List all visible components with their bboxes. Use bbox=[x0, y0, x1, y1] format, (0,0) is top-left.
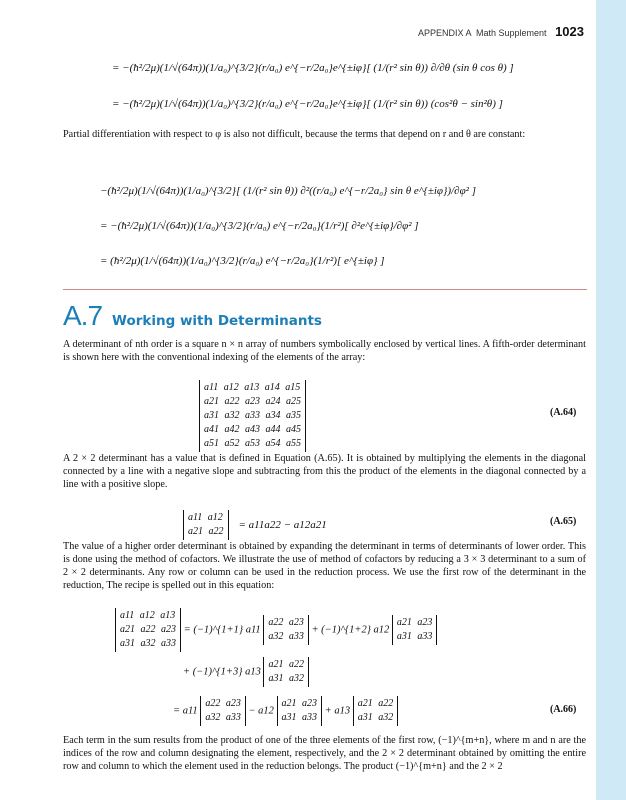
cofactor-row: a21 a22 bbox=[357, 698, 394, 709]
equation-mid-2: = −(ħ²/2μ)(1/√(64π))(1/a₀)^{3/2}(r/a₀) e^{−r/2a₀}(1/r²)[ ∂²e^{±iφ}/∂φ² ] bbox=[100, 220, 419, 232]
section-divider bbox=[63, 289, 587, 290]
cofactor-expansion-line1 bbox=[115, 608, 437, 652]
cofactor-expansion-line2 bbox=[183, 657, 309, 687]
det5-row: a31 a32 a33 a34 a35 bbox=[204, 410, 301, 421]
cofactor-row: a32 a33 bbox=[205, 712, 241, 723]
cofactor-row: a22 a23 bbox=[268, 617, 304, 628]
cofactor-row: a31 a32 bbox=[357, 712, 394, 723]
cofactor-sign-13: + (−1)^{1+3} a13 bbox=[183, 666, 261, 678]
equation-top-2: = −(ħ²/2μ)(1/√(64π))(1/a₀)^{3/2}(r/a₀) e^{−r/2a₀}e^{±iφ}[ (1/(r² sin θ)) (cos²θ − sin²θ) ] bbox=[112, 98, 503, 110]
equation-label-a65: (A.65) bbox=[550, 516, 577, 527]
det3-row: a31 a32 a33 bbox=[120, 638, 176, 649]
section-title: Working with Determinants bbox=[112, 313, 322, 329]
cofactor-row: a21 a22 bbox=[268, 659, 304, 670]
equation-mid-1: −(ħ²/2μ)(1/√(64π))(1/a₀)^{3/2}[ (1/(r² sin θ)) ∂²((r/a₀) e^{−r/2a₀} sin θ e^{±iφ})/∂φ² ] bbox=[100, 185, 476, 197]
determinant-5x5 bbox=[199, 380, 306, 452]
equation-top-1: = −(ħ²/2μ)(1/√(64π))(1/a₀)^{3/2}(r/a₀) e^{−r/2a₀}e^{±iφ}[ (1/(r² sin θ)) ∂/∂θ (sin θ cos θ) ] bbox=[112, 62, 514, 74]
det2-value: = a11a22 − a12a21 bbox=[238, 519, 327, 531]
section-number: A.7 bbox=[63, 300, 103, 331]
cofactor-row: a31 a32 bbox=[268, 673, 304, 684]
cofactor-row: a21 a23 bbox=[396, 617, 433, 628]
appendix-label: APPENDIX A bbox=[417, 28, 471, 38]
det2-row: a21 a22 bbox=[188, 526, 224, 537]
para-final: Each term in the sum results from the product of one of the three elements of the first row, (−1)^{m+n}, where m and n are the indices of the row and column designating the element, respectively, and the 2 × 2 determinant obtained by omitting the entire row and column to which the element used in the reduction belongs. The product (−1)^{m+n} and the 2 × 2 bbox=[63, 735, 586, 772]
determinant-2x2 bbox=[183, 510, 327, 540]
det2-row: a11 a12 bbox=[188, 512, 223, 523]
cofactor-row: a31 a33 bbox=[281, 712, 318, 723]
cofactor-sign-11: = (−1)^{1+1} a11 bbox=[183, 624, 261, 636]
page-number: 1023 bbox=[555, 24, 584, 39]
cofactor-row: a31 a33 bbox=[396, 631, 433, 642]
para-2x2: A 2 × 2 determinant has a value that is defined in Equation (A.65). It is obtained by multiplying the elements in the diagonal connected by a line with a negative slope and subtracting from this the product of the elements in the diagonal connected by a line with a positive slope. bbox=[63, 453, 586, 490]
det5-row: a21 a22 a23 a24 a25 bbox=[204, 396, 301, 407]
det3-row: a21 a22 a23 bbox=[120, 624, 176, 635]
para-partial: Partial differentiation with respect to φ is also not difficult, because the terms that depend on r and θ are constant: bbox=[63, 129, 526, 140]
det3-row: a11 a12 a13 bbox=[120, 610, 176, 621]
cofactor-sign-12: + (−1)^{1+2} a12 bbox=[311, 624, 390, 636]
para-intro: A determinant of nth order is a square n × n array of numbers symbolically enclosed by vertical lines. A fifth-order determinant is shown here with the conventional indexing of the elements of the array: bbox=[63, 339, 586, 363]
cofactor-row: a22 a23 bbox=[205, 698, 241, 709]
final-term-2: − a12 bbox=[248, 705, 274, 717]
cofactor-expansion-final bbox=[173, 696, 398, 726]
final-term-3: + a13 bbox=[324, 705, 351, 717]
section-heading bbox=[63, 300, 322, 332]
final-term-1: = a11 bbox=[173, 705, 198, 717]
page-edge-tab bbox=[596, 0, 626, 800]
equation-label-a66: (A.66) bbox=[550, 704, 577, 715]
cofactor-row: a21 a23 bbox=[281, 698, 318, 709]
equation-mid-3: = (ħ²/2μ)(1/√(64π))(1/a₀)^{3/2}(r/a₀) e^{−r/2a₀}(1/r²)[ e^{±iφ} ] bbox=[100, 255, 385, 267]
section-label: Math Supplement bbox=[476, 28, 547, 38]
det5-row: a41 a42 a43 a44 a45 bbox=[204, 424, 301, 435]
cofactor-row: a32 a33 bbox=[268, 631, 304, 642]
det5-row: a51 a52 a53 a54 a55 bbox=[204, 438, 301, 449]
equation-label-a64: (A.64) bbox=[550, 407, 577, 418]
det5-row: a11 a12 a13 a14 a15 bbox=[204, 382, 301, 393]
para-higher: The value of a higher order determinant is obtained by expanding the determinant in terms of determinants of lower order. This is done using the method of cofactors. We illustrate the use of method of cofactors by reducing a 3 × 3 determinant to a sum of 2 × 2 determinants. Any row or column can be used in the reduction process. We use the first row of the determinant in the reduction, The recipe is spelled out in this equation: bbox=[63, 541, 586, 591]
running-header bbox=[418, 24, 584, 39]
